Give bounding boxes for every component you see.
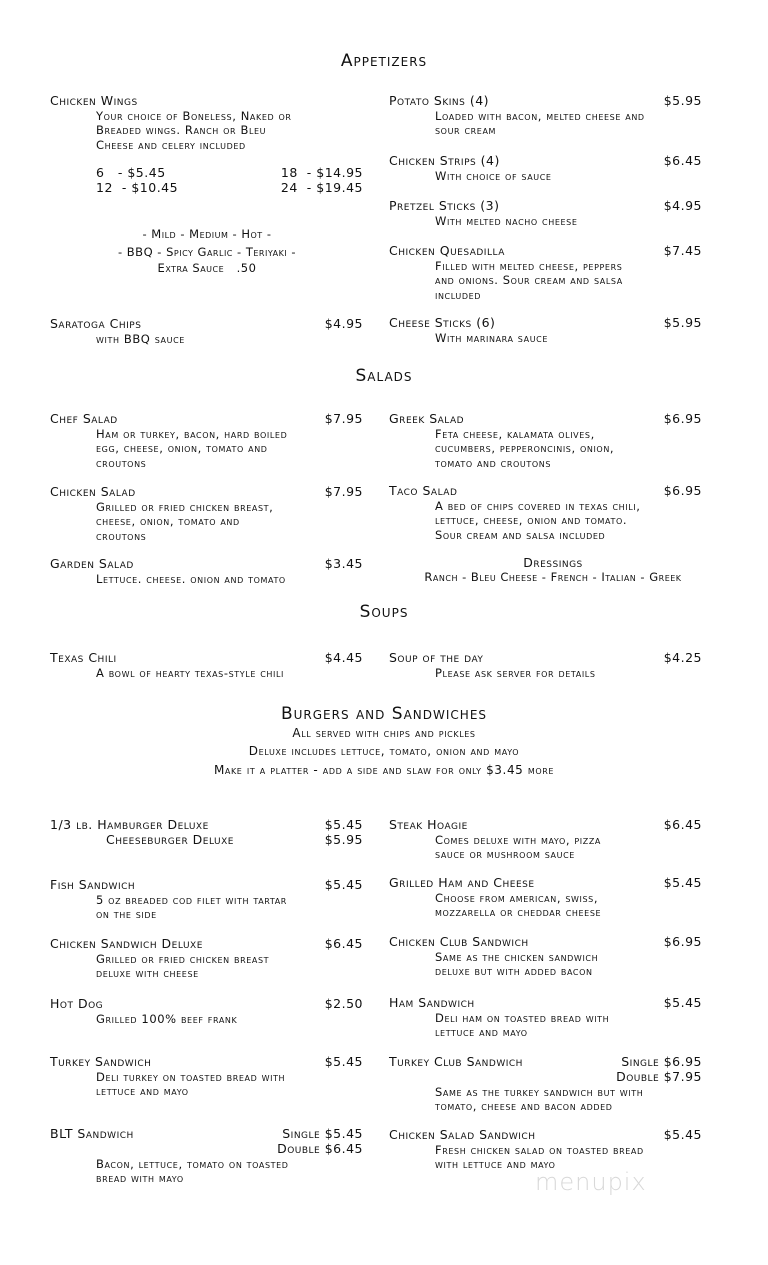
- item-header: [50, 411, 363, 426]
- description-line: Lettuce. cheese. onion and tomato: [96, 572, 286, 586]
- description-line: with lettuce and mayo: [435, 1157, 556, 1172]
- description-line: Loaded with bacon, melted cheese and: [435, 109, 645, 123]
- description-line: Grilled 100% beef frank: [96, 1012, 238, 1026]
- menu-item: [106, 832, 363, 847]
- section-title-appetizers: Appetizers: [340, 51, 428, 71]
- description-line: Filled with melted cheese, peppers: [435, 259, 623, 273]
- description-line: egg, cheese, onion, tomato and: [96, 441, 268, 456]
- item-name: Cheese Sticks (6): [389, 315, 496, 330]
- description-line: Ham or turkey, bacon, hard boiled: [96, 427, 288, 441]
- description-line: deluxe but with added bacon: [435, 964, 593, 979]
- item-price: $4.95: [663, 198, 702, 213]
- wing-price: 18 - $14.95: [280, 165, 363, 180]
- description-line: 5 oz breaded cod filet with tartar: [96, 893, 287, 907]
- item-price: $2.50: [324, 996, 363, 1011]
- item-description: [96, 666, 363, 680]
- item-header: [389, 817, 702, 832]
- menu-item: [389, 650, 702, 680]
- description-line: tomato, cheese and bacon added: [435, 1099, 613, 1114]
- description-line: croutons: [96, 528, 147, 543]
- description-line: lettuce, cheese, onion and tomato.: [435, 513, 628, 528]
- item-description: [96, 952, 363, 981]
- item-header: [389, 153, 702, 168]
- item-price: $5.95: [663, 93, 702, 108]
- menu-item: [50, 1054, 363, 1099]
- item-price: $5.95: [663, 315, 702, 330]
- wing-sauces: - Mild - Medium - Hot -: [142, 227, 272, 241]
- item-name: Taco Salad: [389, 483, 458, 498]
- description-line: lettuce and mayo: [435, 1025, 528, 1040]
- burgers-note: Make it a platter - add a side and slaw for only $3.45 more: [213, 763, 555, 777]
- item-description: [435, 169, 702, 183]
- menu-item: [389, 995, 702, 1040]
- menu-item: [50, 877, 363, 922]
- item-name: Saratoga Chips: [50, 316, 142, 331]
- description-line: Bacon, lettuce, tomato on toasted: [96, 1157, 289, 1171]
- menu-item-chicken-wings: [50, 93, 363, 152]
- item-price: $5.45: [324, 1054, 363, 1069]
- item-header: [50, 996, 363, 1011]
- item-price: $6.45: [663, 153, 702, 168]
- item-name: Garden Salad: [50, 556, 134, 571]
- item-name: Pretzel Sticks (3): [389, 198, 500, 213]
- item-price: $7.45: [663, 243, 702, 258]
- menu-item: [389, 198, 702, 228]
- item-description: [435, 891, 702, 920]
- menu-item: [389, 315, 702, 345]
- section-title-soups: Soups: [359, 602, 409, 622]
- menu-item: [389, 817, 702, 862]
- item-header: [50, 817, 363, 832]
- description-line: cucumbers, pepperoncinis, onion,: [435, 441, 615, 456]
- description-line: deluxe with cheese: [96, 966, 199, 981]
- description-line: Same as the turkey sandwich but with: [435, 1085, 644, 1099]
- item-name: Greek Salad: [389, 411, 465, 426]
- item-description: Cheese and celery included: [96, 137, 246, 152]
- description-line: lettuce and mayo: [96, 1084, 189, 1099]
- item-description: [96, 500, 363, 543]
- item-description: [435, 109, 702, 138]
- dressings-title: Dressings: [523, 555, 583, 570]
- item-name: Ham Sandwich: [389, 995, 475, 1010]
- menupix-watermark: menupix: [535, 1168, 647, 1196]
- item-header: [389, 315, 702, 330]
- description-line: croutons: [96, 455, 147, 470]
- item-description: [435, 214, 702, 228]
- item-header: [389, 243, 702, 258]
- description-line: Comes deluxe with mayo, pizza: [435, 833, 601, 847]
- description-line: included: [435, 287, 482, 302]
- item-price: $6.45: [324, 936, 363, 951]
- description-line: Grilled or fried chicken breast: [96, 952, 270, 966]
- item-description: [96, 1012, 363, 1026]
- item-header: [389, 93, 702, 108]
- item-price: Single $6.95: [621, 1054, 702, 1069]
- menu-item: [50, 1126, 363, 1186]
- item-name: Steak Hoagie: [389, 817, 468, 832]
- item-description: [435, 427, 702, 470]
- item-header: [389, 411, 702, 426]
- item-description: [96, 572, 363, 586]
- item-name: Grilled Ham and Cheese: [389, 875, 535, 890]
- item-header: [389, 875, 702, 890]
- item-name: Turkey Sandwich: [50, 1054, 152, 1069]
- menu-item: [389, 153, 702, 183]
- item-description: [435, 1011, 702, 1040]
- menu-item: [389, 1127, 702, 1172]
- item-header: [50, 650, 363, 665]
- item-header: [389, 934, 702, 949]
- item-price: $6.45: [663, 817, 702, 832]
- description-line: on the side: [96, 907, 157, 922]
- item-description: [435, 1085, 702, 1114]
- item-price: $7.95: [324, 411, 363, 426]
- item-header: [50, 484, 363, 499]
- description-line: and onions. Sour cream and salsa: [435, 273, 623, 288]
- wing-price: 12 - $10.45: [96, 180, 179, 195]
- item-name: Hot Dog: [50, 996, 104, 1011]
- item-description: [96, 1070, 363, 1099]
- item-description: [96, 1157, 363, 1186]
- item-header: [50, 877, 363, 892]
- item-price: $6.95: [663, 483, 702, 498]
- burgers-note: All served with chips and pickles: [292, 726, 476, 740]
- item-price: Double $7.95: [616, 1069, 702, 1084]
- menu-item: [389, 483, 702, 542]
- description-line: With melted nacho cheese: [435, 214, 578, 228]
- description-line: with BBQ sauce: [96, 332, 185, 346]
- item-price: $6.95: [663, 411, 702, 426]
- item-price: $5.45: [324, 877, 363, 892]
- item-header: [389, 1054, 702, 1084]
- item-name: Chef Salad: [50, 411, 118, 426]
- description-line: mozzarella or cheddar cheese: [435, 905, 602, 920]
- description-line: cheese, onion, tomato and: [96, 514, 240, 529]
- item-price: $4.95: [324, 316, 363, 331]
- item-header: [50, 316, 363, 331]
- item-name: Chicken Quesadilla: [389, 243, 505, 258]
- item-name: BLT Sandwich: [50, 1126, 134, 1141]
- item-description: [435, 259, 702, 302]
- menu-item: [50, 650, 363, 680]
- description-line: tomato and croutons: [435, 455, 551, 470]
- wing-sauces: - BBQ - Spicy Garlic - Teriyaki -: [117, 245, 297, 259]
- item-header: [50, 556, 363, 571]
- menu-item: [389, 93, 702, 138]
- item-description: [435, 666, 702, 680]
- menu-item: [50, 316, 363, 346]
- menu-item: [50, 817, 363, 832]
- section-title-burgers: Burgers and Sandwiches: [280, 704, 488, 724]
- menu-item: [389, 243, 702, 302]
- description-line: Deli turkey on toasted bread with: [96, 1070, 286, 1084]
- item-description: [435, 499, 702, 542]
- menu-item: [389, 411, 702, 470]
- item-name: Cheeseburger Deluxe: [106, 832, 234, 847]
- item-name: Turkey Club Sandwich: [389, 1054, 523, 1069]
- item-description: [96, 427, 363, 470]
- menu-item: [50, 484, 363, 543]
- description-line: Feta cheese, kalamata olives,: [435, 427, 595, 441]
- description-line: Choose from american, swiss,: [435, 891, 599, 905]
- description-line: Grilled or fried chicken breast,: [96, 500, 274, 514]
- item-description: [435, 950, 702, 979]
- item-name: Chicken Salad Sandwich: [389, 1127, 536, 1142]
- description-line: Fresh chicken salad on toasted bread: [435, 1143, 644, 1157]
- item-name: 1/3 lb. Hamburger Deluxe: [50, 817, 209, 832]
- item-header: [389, 995, 702, 1010]
- menu-item: [50, 936, 363, 981]
- item-price: $5.45: [663, 1127, 702, 1142]
- item-price: $7.95: [324, 484, 363, 499]
- item-description: [96, 332, 363, 346]
- item-name: Chicken Sandwich Deluxe: [50, 936, 203, 951]
- description-line: sauce or mushroom sauce: [435, 847, 575, 862]
- dressings-list: Ranch - Bleu Cheese - French - Italian - Greek: [424, 570, 682, 584]
- item-name: Texas Chili: [50, 650, 117, 665]
- item-price: $4.25: [663, 650, 702, 665]
- burgers-note: Deluxe includes lettuce, tomato, onion and mayo: [248, 744, 520, 758]
- description-line: With choice of sauce: [435, 169, 552, 183]
- item-name: Chicken Salad: [50, 484, 136, 499]
- item-price: $3.45: [324, 556, 363, 571]
- item-name: Fish Sandwich: [50, 877, 136, 892]
- menu-item: [389, 875, 702, 920]
- item-description: [435, 1143, 702, 1172]
- wing-price: 24 - $19.45: [280, 180, 363, 195]
- item-price: $5.95: [324, 832, 363, 847]
- item-name: Chicken Club Sandwich: [389, 934, 529, 949]
- wing-price: 6 - $5.45: [96, 165, 166, 180]
- item-name: Potato Skins (4): [389, 93, 490, 108]
- description-line: bread with mayo: [96, 1171, 184, 1186]
- item-header: [106, 832, 363, 847]
- item-price: $6.95: [663, 934, 702, 949]
- menu-item: [50, 556, 363, 586]
- item-price: $5.45: [663, 875, 702, 890]
- item-header: [50, 1126, 363, 1156]
- item-description: [435, 331, 702, 345]
- description-line: Deli ham on toasted bread with: [435, 1011, 610, 1025]
- menu-item: [50, 411, 363, 470]
- description-line: Sour cream and salsa included: [435, 527, 606, 542]
- menu-item: [389, 1054, 702, 1114]
- description-line: Same as the chicken sandwich: [435, 950, 599, 964]
- description-line: A bed of chips covered in texas chili,: [435, 499, 641, 513]
- item-description: [435, 833, 702, 862]
- item-price: $5.45: [663, 995, 702, 1010]
- item-header: [389, 650, 702, 665]
- item-header: [50, 936, 363, 951]
- item-price: Single $5.45: [282, 1126, 363, 1141]
- item-header: [50, 1054, 363, 1069]
- item-price: $4.45: [324, 650, 363, 665]
- item-description: [96, 893, 363, 922]
- item-name: Soup of the day: [389, 650, 484, 665]
- description-line: Please ask server for details: [435, 666, 596, 680]
- menu-item: [389, 934, 702, 979]
- item-header: [389, 1127, 702, 1142]
- wing-extra-sauce: Extra Sauce .50: [157, 261, 257, 275]
- item-name: Chicken Wings: [50, 93, 138, 108]
- description-line: A bowl of hearty texas-style chili: [96, 666, 285, 680]
- item-price: $5.45: [324, 817, 363, 832]
- item-description: Your choice of Boneless, Naked or: [96, 109, 292, 123]
- item-price: Double $6.45: [277, 1141, 363, 1156]
- description-line: With marinara sauce: [435, 331, 548, 345]
- description-line: sour cream: [435, 123, 497, 138]
- item-header: [389, 483, 702, 498]
- item-header: [389, 198, 702, 213]
- menu-item: [50, 996, 363, 1026]
- item-description: Breaded wings. Ranch or Bleu: [96, 123, 267, 138]
- item-name: Chicken Strips (4): [389, 153, 500, 168]
- section-title-salads: Salads: [355, 366, 413, 386]
